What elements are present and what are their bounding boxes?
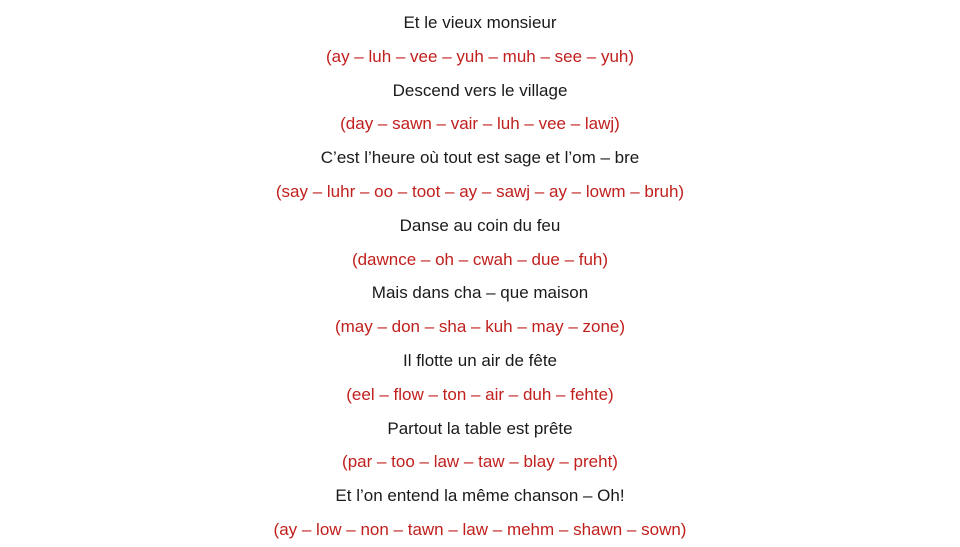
phonetic-line-7: (par – too – law – taw – blay – preht) (342, 452, 618, 472)
phonetic-line-6: (eel – flow – ton – air – duh – fehte) (346, 384, 614, 404)
french-line-8: Et l’on entend la même chanson – Oh! (335, 486, 625, 506)
french-line-5: Mais dans cha – que maison (371, 283, 589, 303)
french-line-6: Il flotte un air de fête (402, 350, 558, 370)
phonetic-line-4: (dawnce – oh – cwah – due – fuh) (351, 249, 609, 269)
french-line-4: Danse au coin du feu (399, 215, 561, 235)
lyrics-list (0, 6, 960, 547)
french-line-3: C’est l’heure où tout est sage et l’om – bre (320, 148, 640, 168)
french-line-2: Descend vers le village (392, 80, 568, 100)
french-line-1: Et le vieux monsieur (403, 13, 557, 32)
phonetic-line-8: (ay – low – non – tawn – law – mehm – shawn – sown) (273, 519, 687, 539)
phonetic-line-5: (may – don – sha – kuh – may – zone) (334, 317, 626, 337)
phonetic-line-2: (day – sawn – vair – luh – vee – lawj) (340, 114, 620, 134)
french-line-7: Partout la table est prête (387, 418, 573, 438)
phonetic-line-1: (ay – luh – vee – yuh – muh – see – yuh) (325, 46, 635, 66)
phonetic-line-3: (say – luhr – oo – toot – ay – sawj – ay – lowm – bruh) (275, 181, 685, 201)
